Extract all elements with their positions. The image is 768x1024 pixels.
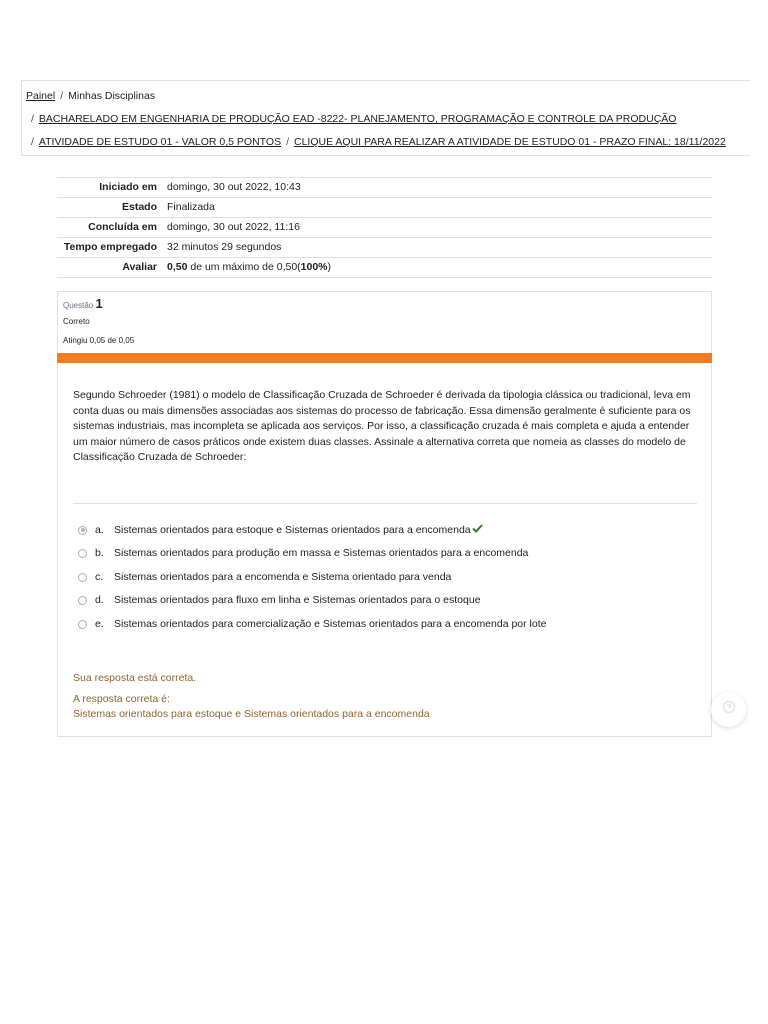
summary-label: Estado — [121, 201, 157, 213]
right-answer-label: A resposta correta é: — [73, 693, 170, 705]
question-number-value: 1 — [95, 296, 103, 311]
breadcrumb-link-course[interactable]: BACHARELADO EM ENGENHARIA DE PRODUÇÃO EAD -8222- PLANEJAMENTO, PROGRAMAÇÃO E CONTROLE DA PRODUÇÃO — [38, 113, 677, 125]
answer-letter: a. — [95, 524, 104, 536]
summary-value: domingo, 30 out 2022, 11:16 — [167, 221, 300, 233]
summary-value: Finalizada — [167, 201, 215, 213]
summary-row-state — [57, 198, 712, 218]
breadcrumb-line-2 — [26, 112, 750, 135]
breadcrumb-link-painel[interactable]: Painel — [26, 90, 56, 102]
summary-label: Tempo empregado — [63, 241, 157, 253]
answer-option-e[interactable] — [78, 617, 546, 631]
question-content — [57, 363, 712, 737]
summary-row-time — [57, 238, 712, 258]
right-answer: Sistemas orientados para estoque e Sistemas orientados para a encomenda — [73, 708, 430, 720]
breadcrumb-separator: / — [286, 136, 289, 148]
question-text: Segundo Schroeder (1981) o modelo de Classificação Cruzada de Schroeder é derivada da tipologia clássica ou tradicional, leva em conta duas ou mais dimensões associadas aos sistemas do processo de fabricação. Essa dimensão geralmente é suficiente para os sistemas industriais, mas incompleta se aplicada aos serviços. Por isso, a classificação cruzada é mais completa e ajuda a entender um maior número de casos práticos onde existem duas classes. Assinale a alternativa correta que nomeia as classes do modelo de Classificação Cruzada de Schroeder: — [73, 389, 691, 463]
question-number — [63, 296, 711, 311]
question-grade: Atingiu 0,05 de 0,05 — [63, 336, 135, 345]
grade-score: 0,50 — [167, 261, 188, 273]
divider — [73, 503, 697, 504]
breadcrumb-line-1 — [26, 89, 750, 112]
grade-end: ) — [327, 261, 332, 273]
breadcrumb-link-activity[interactable]: ATIVIDADE DE ESTUDO 01 - VALOR 0,5 PONTOS — [38, 136, 282, 148]
answer-option-a[interactable] — [78, 523, 483, 537]
question-accent-bar — [57, 353, 712, 363]
summary-row-completed — [57, 218, 712, 238]
summary-row-grade — [57, 258, 712, 278]
radio-button[interactable] — [78, 549, 87, 558]
breadcrumb-line-3 — [26, 135, 750, 158]
summary-value: 32 minutos 29 segundos — [167, 241, 282, 253]
check-icon — [472, 524, 483, 536]
answer-text: Sistemas orientados para estoque e Sistemas orientados para a encomenda — [114, 524, 471, 536]
breadcrumb-link-quiz[interactable]: CLIQUE AQUI PARA REALIZAR A ATIVIDADE DE ESTUDO 01 - PRAZO FINAL: 18/11/2022 — [294, 136, 726, 148]
summary-row-started — [57, 178, 712, 198]
radio-button[interactable] — [78, 526, 87, 535]
answer-text: Sistemas orientados para a encomenda e Sistema orientado para venda — [114, 571, 452, 583]
answer-letter: e. — [95, 618, 104, 630]
radio-button[interactable] — [78, 620, 87, 629]
help-button[interactable] — [711, 692, 746, 727]
summary-value — [165, 258, 712, 278]
answer-letter: d. — [95, 594, 104, 606]
answer-text: Sistemas orientados para fluxo em linha e Sistemas orientados para o estoque — [114, 594, 481, 606]
question-info — [57, 291, 712, 353]
answer-option-b[interactable] — [78, 546, 528, 560]
breadcrumb-separator: / — [31, 136, 34, 148]
breadcrumb-separator: / — [31, 113, 34, 125]
feedback-correct: Sua resposta está correta. — [73, 672, 197, 684]
breadcrumb — [21, 80, 750, 156]
answer-option-d[interactable] — [78, 593, 481, 607]
answer-option-c[interactable] — [78, 570, 451, 584]
grade-middle: de um máximo de 0,50( — [187, 261, 301, 273]
breadcrumb-item-disciplinas: Minhas Disciplinas — [68, 90, 156, 102]
answer-letter: b. — [95, 547, 104, 559]
answer-text: Sistemas orientados para comercialização e Sistemas orientados para a encomenda por lote — [114, 618, 547, 630]
summary-value: domingo, 30 out 2022, 10:43 — [167, 181, 301, 193]
breadcrumb-separator: / — [60, 90, 64, 102]
question-state: Correto — [63, 317, 90, 326]
summary-label: Iniciado em — [99, 181, 157, 193]
radio-button[interactable] — [78, 596, 87, 605]
grade-percent: 100% — [300, 261, 328, 273]
summary-label: Concluída em — [88, 221, 157, 233]
radio-button[interactable] — [78, 573, 87, 582]
answer-letter: c. — [95, 571, 104, 583]
question-label: Questão — [63, 301, 94, 310]
help-icon — [722, 700, 736, 719]
summary-label: Avaliar — [122, 261, 157, 273]
answer-text: Sistemas orientados para produção em massa e Sistemas orientados para a encomenda — [114, 547, 529, 559]
attempt-summary-table — [57, 177, 712, 278]
